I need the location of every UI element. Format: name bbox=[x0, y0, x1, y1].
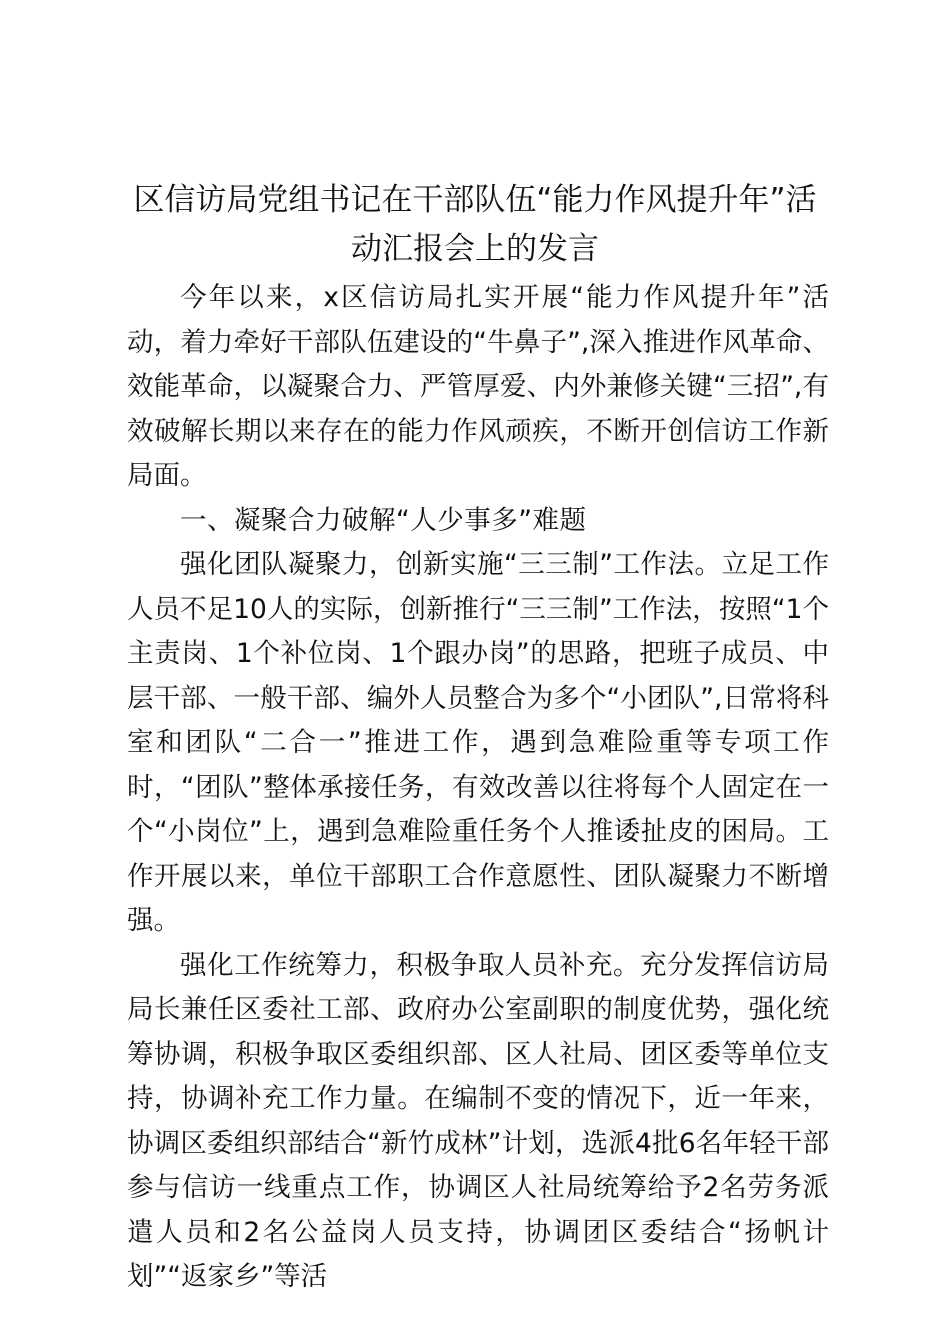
body-paragraph: 强化团队凝聚力，创新实施“三三制”工作法。立足工作人员不足10人的实际，创新推行“三三制”工作法，按照“1个主责岗、1个补位岗、1个跟办岗”的思路，把班子成员、中层干部、一般干部、编外人员整合为多个“小团队”,日常将科室和团队“二合一”推进工作，遇到急难险重等专项工作时，“团队”整体承接任务，有效改善以往将每个人固定在一个“小岗位”上，遇到急难险重任务个人推诿扯皮的困局。工作开展以来，单位干部职工合作意愿性、团队凝聚力不断增强。 bbox=[127, 549, 829, 936]
body-paragraph: 强化工作统筹力，积极争取人员补充。充分发挥信访局局长兼任区委社工部、政府办公室副职的制度优势，强化统筹协调，积极争取区委组织部、区人社局、团区委等单位支持，协调补充工作力量。在编制不变的情况下，近一年来，协调区委组织部结合“新竹成林”计划，选派4批6名年轻干部参与信访一线重点工作，协调区人社局统筹给予2名劳务派遣人员和2名公益岗人员支持，协调团区委结合“扬帆计划”“返家乡”等活 bbox=[127, 949, 829, 1292]
document-body bbox=[127, 276, 829, 1300]
intro-paragraph: 今年以来，x区信访局扎实开展“能力作风提升年”活动，着力牵好干部队伍建设的“牛鼻子”,深入推进作风革命、效能革命，以凝聚合力、严管厚爱、内外兼修关键“三招”,有效破解长期以来存在的能力作风顽疾，不断开创信访工作新局面。 bbox=[127, 282, 829, 491]
document-title: 区信访局党组书记在干部队伍“能力作风提升年”活动汇报会上的发言 bbox=[133, 182, 817, 267]
section-heading: 一、凝聚合力破解“人少事多”难题 bbox=[180, 504, 587, 536]
